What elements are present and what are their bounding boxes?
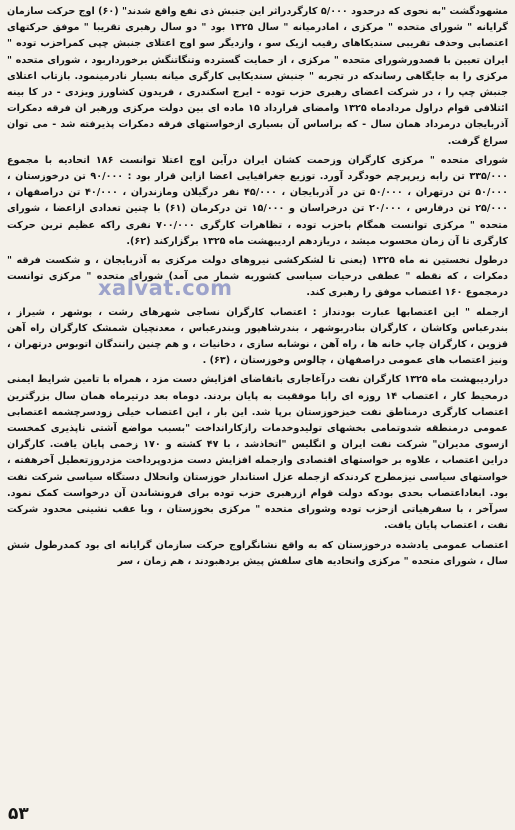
paragraph: ازجمله " این اعتصابها عبارت بودنداز : اعتصاب کارگران نساجی شهرهای رشت ، بوشهر ، شیراز ، بندرعباس وکاشان ، کارگران بنادربوشهر ، بندرشاهپور وبندرعباس ، معدنچیان شمشک کارگران راه آهن قزوین ، کارگران چاپ خانه ها ، راه آهن ، نوشابه سازی ، دخانیات ، و هم چنین رانندگان اتوبوس درتهران ، ونیز اعتصاب های عمومی دراصفهان ، چالوس وخوزستان ، (۶۳) . — [7, 306, 508, 367]
watermark: xalvat.com — [98, 276, 233, 300]
paragraph: شورای متحده " مرکزی کارگران وزحمت کشان ایران درآین اوج اعتلا توانست ۱۸۶ اتحادیه با مجموع ۳۳۵/۰۰۰ تن رابه زیرپرچم خودگرد آورد. توزیع جغرافیایی اعضا ازاین قرار بود : ۹۰/۰۰۰ تن درخوزستان ، ۵۰/۰۰۰ تن درتهران ، ۵۰/۰۰۰ تن در آذربایجان ، ۴۵/۰۰۰ نفر درگیلان ومازندران ، ۴۰/۰۰۰ تن دراصفهان ، ۲۵/۰۰۰ تن درفارس ، ۲۰/۰۰۰ تن درخراسان و ۱۵/۰۰۰ تن درکرمان (۶۱) با چنین تعدادی ازاعضا ، شورای متحده " مرکزی توانست همگام باحزب توده ، تظاهرات کارگری ۷۰۰/۰۰۰ نفری راکه عظیم ترین حرکت کارگری تا آن زمان محسوب میشد ، دریازدهم اردیبهشت ماه ۱۳۲۵ برگزارکند (۶۲). — [7, 154, 508, 247]
page-number: ۵۳ — [8, 804, 29, 824]
paragraph: درطول نخستین نه ماه ۱۳۲۵ (یعنی تا لشکرکشی نیروهای دولت مرکزی به آذربایجان ، و شکست فرقه " دمکرات ، که نقطه " عطفی درحیات سیاسی کشوربه شمار می آمد) شورای متحده " مرکزی توانست درمجموع ۱۶۰ اعتصاب موفق را رهبری کند. — [7, 255, 508, 299]
paragraph: دراردیبهشت ماه ۱۳۲۵ کارگران نفت درآغاجاری باتقاضای افزایش دست مزد ، همراه با تامین شرایط ایمنی درمحیط کار ، اعتصاب ۱۴ روزه ای رابا موفقیت به پایان بردند. دوماه بعد درتیرماه همان سال بزرگترین اعتصاب کارگری درمناطق نفت خیزخوزستان برپا شد. این بار ، این اعتصاب خیلی زودسرچشمه اعتصابی عمومی درمنطقه شدوتمامی بخشهای تولیدوخدمات رازکارانداخت "بسبب مواضع آشتی ناپذیری کمخست ازسوی مدیران" شرکت نفت ایران و انگلیس "اتخاذشد ، با ۴۷ کشته و ۱۷۰ زخمی پایان یافت. کارگران دراین اعتصاب ، علاوه بر خواستهای اقتصادی وازجمله افزایش دست مزدوپرداخت مزدروزتعطیل آخرهفته ، خواستهای سیاسی نیزمطرح کردندکه ازجمله عزل استاندار خوزستان وانحلال دستگاه سیاسی شرکت نفت بود. ابعاداعتصاب بحدی بودکه دولت قوام ازرهبری حزب توده برای فرونشاندن آن درخواست کمک نمود. سرآخر ، با سفرهیاتی ازحزب توده وشورای متحده " مرکزی بخوزستان ، وبا عقب نشینی محدود شرکت نفت ، اعتصاب پایان یافت. — [7, 374, 508, 532]
document-body — [7, 4, 508, 570]
paragraph: مشهودگشت "به نحوی که درحدود ۵/۰۰۰ کارگردراثر این جنبش ذی نفع واقع شدند" (۶۰) اوج حرکت سازمان گرایانه " شورای متحده " مرکزی ، امادرمیانه " سال ۱۳۲۵ بود " دو سال رهبری تقریبا " موفق حرکتهای اعتصابی وحذف تقریبی سندیکاهای رقیب ازیک سو ، وازدیگر سو اوج اعتلای جنبش چپی کمراحزب توده " ایران تعیین با قصدورشورای متحده " مرکزی ، از حمایت گسترده وتنگاتنگش برخورداربود ، شورای متحده " مرکزی را به جایگاهی رساندکه در تجربه " جنبش سندیکایی کارگری میانه بسیار نادرمینمود. بازتاب اعتلای جنبش چپ را ، در شرکت اعضای رهبری حزب توده - ایرج اسکندری ، فریدون کشاورز ویزدی - در کا بینه ائتلافی قوام دراول مردادماه ۱۳۲۵ وامضای قرارداد ۱۵ ماده ای بین دولت مرکزی ورهبر ان فرقه دمکرات آذربایجان درمرداد همان سال - که براساس آن بسیاری ازخواستهای فرقه دمکرات پذیرفته شد - می توان سراغ گرفت. — [7, 6, 508, 147]
paragraph: اعتصاب عمومی یادشده درخوزستان که به واقع نشانگراوج حرکت سازمان گرایانه ای بود کمدرطول شش سال ، شورای متحده " مرکزی واتحادیه های سلفش پیش بردهبودند ، هم زمان ، سر — [7, 539, 508, 567]
